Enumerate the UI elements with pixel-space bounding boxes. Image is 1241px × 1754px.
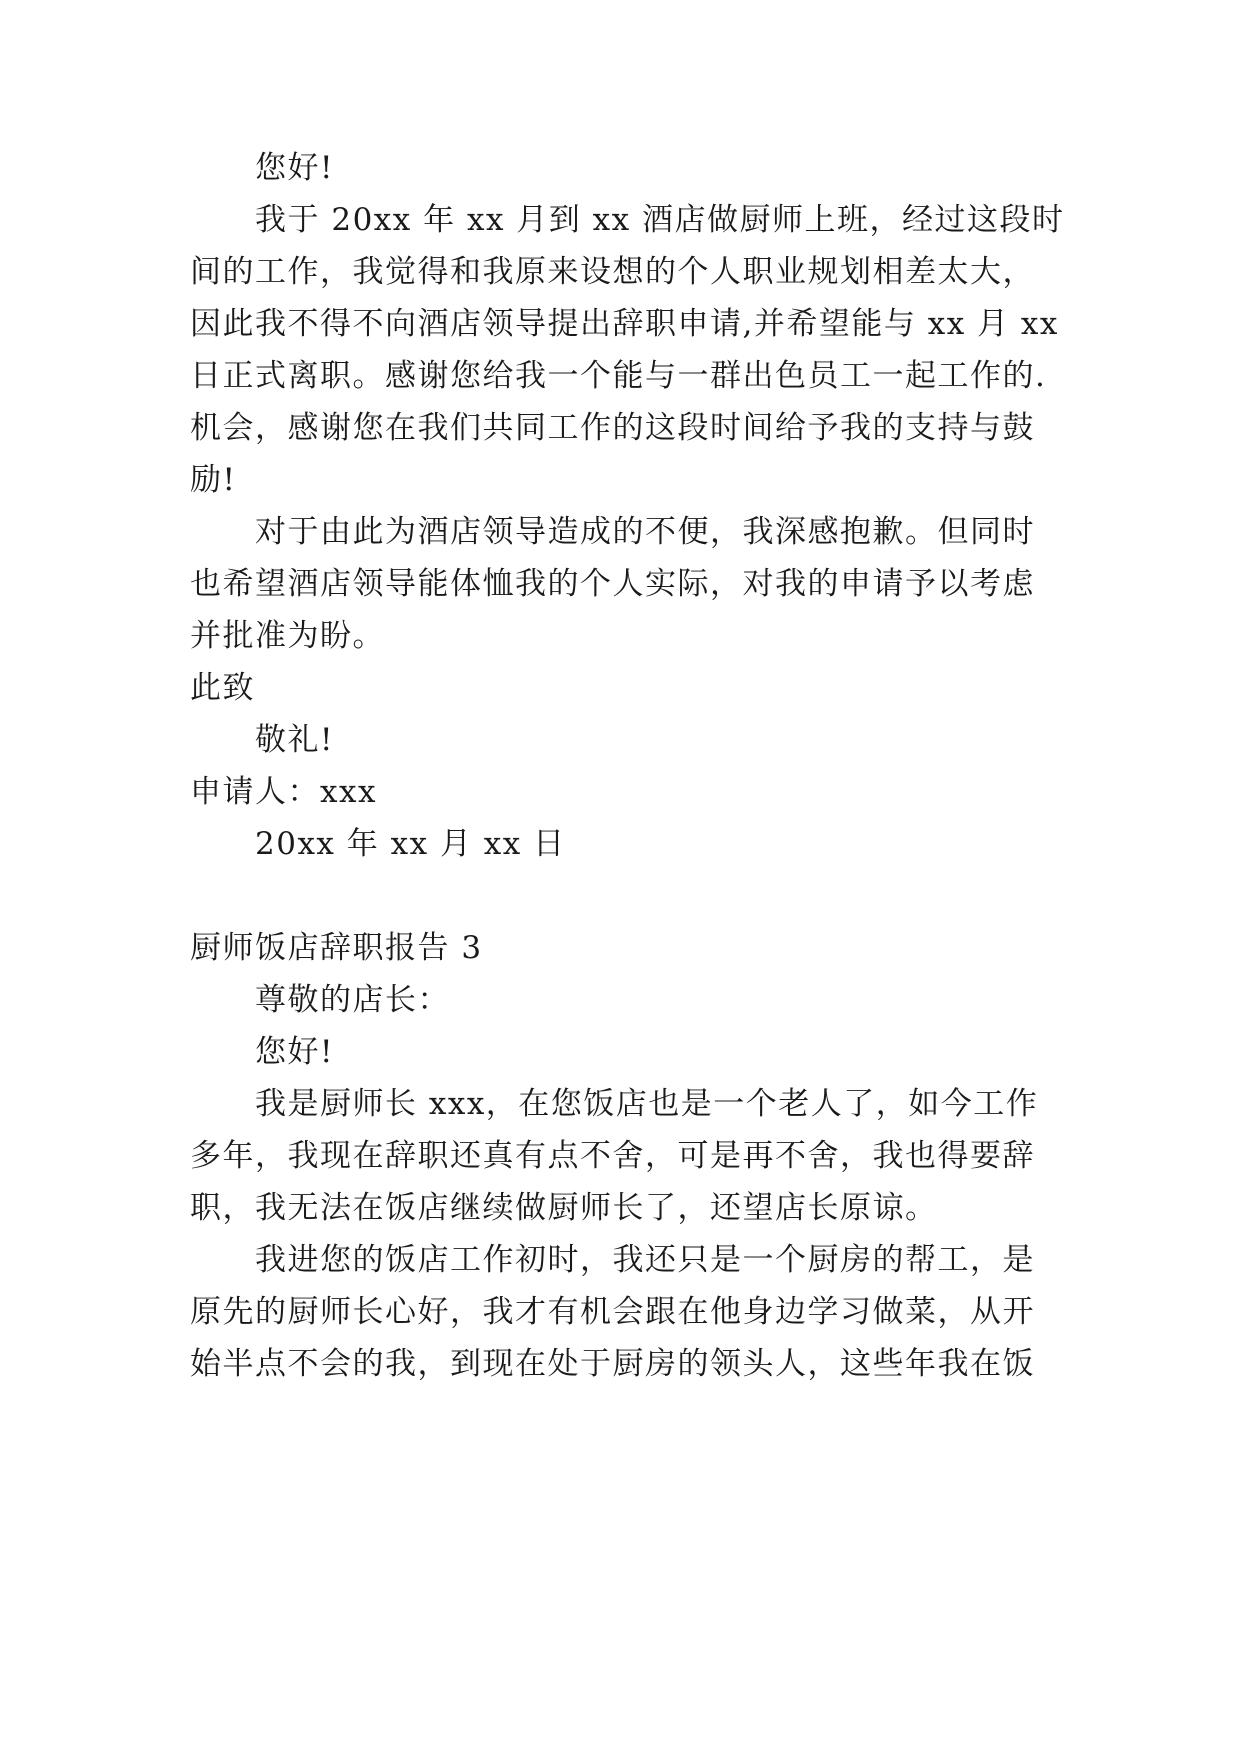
closing-salutation: 此致 <box>190 670 255 706</box>
paragraph-line: 也希望酒店领导能体恤我的个人实际，对我的申请予以考虑 <box>190 566 1035 602</box>
paragraph-line: 间的工作，我觉得和我原来设想的个人职业规划相差太大， <box>190 254 1035 290</box>
paragraph-line: 因此我不得不向酒店领导提出辞职申请,并希望能与 xx 月 xx <box>190 306 1059 342</box>
paragraph-line: 励! <box>190 462 237 498</box>
paragraph-line: 我于 20xx 年 xx 月到 xx 酒店做厨师上班，经过这段时 <box>255 202 1065 238</box>
paragraph-line: 多年，我现在辞职还真有点不舍，可是再不舍，我也得要辞 <box>190 1138 1035 1174</box>
paragraph-line: 始半点不会的我，到现在处于厨房的领头人，这些年我在饭 <box>190 1346 1035 1382</box>
paragraph-line: 我进您的饭店工作初时，我还只是一个厨房的帮工，是 <box>255 1242 1035 1278</box>
salutation: 尊敬的店长： <box>255 982 450 1018</box>
section-title: 厨师饭店辞职报告 3 <box>190 930 483 966</box>
paragraph-line: 原先的厨师长心好，我才有机会跟在他身边学习做菜，从开 <box>190 1294 1035 1330</box>
paragraph-line: 并批准为盼。 <box>190 618 385 654</box>
greeting-2: 您好! <box>255 1034 334 1070</box>
applicant-signature: 申请人：xxx <box>190 774 377 810</box>
paragraph-line: 机会，感谢您在我们共同工作的这段时间给予我的支持与鼓 <box>190 410 1035 446</box>
greeting-1: 您好! <box>255 150 334 186</box>
letter-date: 20xx 年 xx 月 xx 日 <box>255 826 566 862</box>
paragraph-line: 职，我无法在饭店继续做厨师长了，还望店长原谅。 <box>190 1190 938 1226</box>
paragraph-line: 我是厨师长 xxx，在您饭店也是一个老人了，如今工作 <box>255 1086 1039 1122</box>
closing-regards: 敬礼! <box>255 722 334 758</box>
paragraph-line: 日正式离职。感谢您给我一个能与一群出色员工一起工作的. <box>190 358 1047 394</box>
paragraph-line: 对于由此为酒店领导造成的不便，我深感抱歉。但同时 <box>255 514 1035 550</box>
